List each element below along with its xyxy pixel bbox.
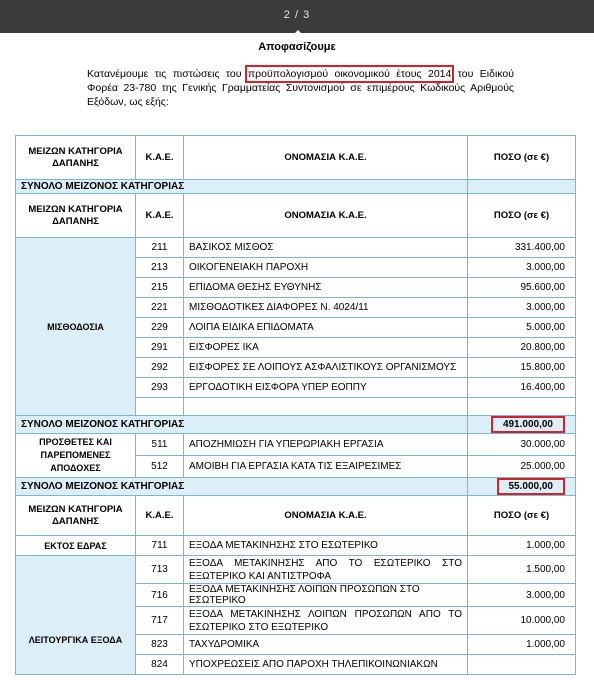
table-row bbox=[16, 536, 576, 556]
kae-code: 293 bbox=[136, 378, 184, 398]
category-travel: ΕΚΤΟΣ ΕΔΡΑΣ bbox=[16, 536, 136, 556]
kae-code: 823 bbox=[136, 635, 184, 655]
kae-amount: 95.600,00 bbox=[468, 278, 576, 298]
page-indicator: 2 / 3 bbox=[283, 9, 311, 21]
header-category: ΜΕΙΖΩΝ ΚΑΤΗΓΟΡΙΑ ΔΑΠΑΝΗΣ bbox=[16, 136, 136, 180]
kae-name: ΕΠΙΔΟΜΑ ΘΕΣΗΣ ΕΥΘΥΝΗΣ bbox=[184, 278, 468, 298]
kae-code: 213 bbox=[136, 258, 184, 278]
kae-amount: 3.000,00 bbox=[468, 298, 576, 318]
category-additional-pay: ΠΡΟΣΘΕΤΕΣ ΚΑΙ ΠΑΡΕΠΟΜΕΝΕΣ ΑΠΟΔΟΧΕΣ bbox=[16, 434, 136, 478]
kae-amount: 3.000,00 bbox=[468, 258, 576, 278]
kae-code: 292 bbox=[136, 358, 184, 378]
kae-name: ΟΙΚΟΓΕΝΕΙΑΚΗ ΠΑΡΟΧΗ bbox=[184, 258, 468, 278]
kae-name: ΛΟΙΠΑ ΕΙΔΙΚΑ ΕΠΙΔΟΜΑΤΑ bbox=[184, 318, 468, 338]
total-amount-cell bbox=[468, 416, 576, 434]
kae-name: ΕΙΣΦΟΡΕΣ ΙΚΑ bbox=[184, 338, 468, 358]
kae-name: ΕΞΟΔΑ ΜΕΤΑΚΙΝΗΣΗΣ ΑΠΟ ΤΟ ΕΣΩΤΕΡΙΚΟ ΣΤΟ ΕΞΩΤΕΡΙΚΟ ΚΑΙ ΑΝΤΙΣΤΡΟΦΑ bbox=[184, 556, 468, 584]
header-amount: ΠΟΣΟ (σε €) bbox=[468, 194, 576, 238]
total-label: ΣΥΝΟΛΟ ΜΕΙΖΟΝΟΣ ΚΑΤΗΓΟΡΙΑΣ bbox=[16, 180, 468, 194]
empty-cell bbox=[468, 398, 576, 416]
kae-code: 221 bbox=[136, 298, 184, 318]
kae-amount: 5.000,00 bbox=[468, 318, 576, 338]
kae-name: ΑΠΟΖΗΜΙΩΣΗ ΓΙΑ ΥΠΕΡΩΡΙΑΚΗ ΕΡΓΑΣΙΑ bbox=[184, 434, 468, 456]
category-operating bbox=[16, 556, 136, 675]
kae-code: 511 bbox=[136, 434, 184, 456]
table-row bbox=[16, 434, 576, 456]
total-amount bbox=[468, 180, 576, 194]
total-amount-payroll: 491.000,00 bbox=[491, 416, 565, 433]
kae-code: 717 bbox=[136, 607, 184, 635]
kae-amount: 25.000,00 bbox=[468, 456, 576, 478]
table-header-row bbox=[16, 136, 576, 180]
kae-code: 291 bbox=[136, 338, 184, 358]
header-code: Κ.Α.Ε. bbox=[136, 194, 184, 238]
kae-name: ΕΞΟΔΑ ΜΕΤΑΚΙΝΗΣΗΣ ΛΟΙΠΩΝ ΠΡΟΣΩΠΩΝ ΑΠΟ ΤΟ ΕΣΩΤΕΡΙΚΟ ΣΤΟ ΕΞΩΤΕΡΙΚΟ bbox=[184, 607, 468, 635]
kae-name: ΕΞΟΔΑ ΜΕΤΑΚΙΝΗΣΗΣ ΣΤΟ ΕΣΩΤΕΡΙΚΟ bbox=[184, 536, 468, 556]
empty-cell bbox=[184, 398, 468, 416]
total-amount-additional: 55.000,00 bbox=[497, 478, 566, 495]
kae-amount bbox=[468, 655, 576, 675]
kae-name: ΜΙΣΘΟΔΟΤΙΚΕΣ ΔΙΑΦΟΡΕΣ Ν. 4024/11 bbox=[184, 298, 468, 318]
kae-name: ΕΙΣΦΟΡΕΣ ΣΕ ΛΟΙΠΟΥΣ ΑΣΦΑΛΙΣΤΙΚΟΥΣ ΟΡΓΑΝΙΣΜΟΥΣ bbox=[184, 358, 468, 378]
kae-name: ΕΡΓΟΔΟΤΙΚΗ ΕΙΣΦΟΡΑ ΥΠΕΡ ΕΟΠΠΥ bbox=[184, 378, 468, 398]
highlighted-budget-year: προϋπολογισμού οικονομικού έτους 2014 bbox=[247, 68, 452, 80]
kae-code: 716 bbox=[136, 584, 184, 607]
total-row bbox=[16, 416, 576, 434]
kae-amount: 1.000,00 bbox=[468, 635, 576, 655]
table-header-row bbox=[16, 496, 576, 536]
category-payroll: ΜΙΣΘΟΔΟΣΙΑ bbox=[16, 238, 136, 416]
header-category: ΜΕΙΖΩΝ ΚΑΤΗΓΟΡΙΑ ΔΑΠΑΝΗΣ bbox=[16, 194, 136, 238]
header-name: ΟΝΟΜΑΣΙΑ Κ.Α.Ε. bbox=[184, 194, 468, 238]
total-row bbox=[16, 180, 576, 194]
total-label: ΣΥΝΟΛΟ ΜΕΙΖΟΝΟΣ ΚΑΤΗΓΟΡΙΑΣ bbox=[16, 478, 468, 496]
header-amount: ΠΟΣΟ (σε €) bbox=[468, 496, 576, 536]
intro-text-start: Κατανέμουμε τις πιστώσεις του bbox=[87, 68, 248, 80]
kae-code: 215 bbox=[136, 278, 184, 298]
kae-amount: 16.400,00 bbox=[468, 378, 576, 398]
kae-code: 229 bbox=[136, 318, 184, 338]
header-amount: ΠΟΣΟ (σε €) bbox=[468, 136, 576, 180]
header-code: Κ.Α.Ε. bbox=[136, 496, 184, 536]
collapse-toolbar-icon[interactable] bbox=[293, 30, 303, 35]
kae-amount: 1.000,00 bbox=[468, 536, 576, 556]
kae-code: 711 bbox=[136, 536, 184, 556]
kae-name: ΕΞΟΔΑ ΜΕΤΑΚΙΝΗΣΗΣ ΛΟΙΠΩΝ ΠΡΟΣΩΠΩΝ ΣΤΟ ΕΣΩΤΕΡΙΚΟ bbox=[184, 584, 468, 607]
kae-amount: 331.400,00 bbox=[468, 238, 576, 258]
kae-amount: 15.800,00 bbox=[468, 358, 576, 378]
kae-amount: 1.500,00 bbox=[468, 556, 576, 584]
total-row bbox=[16, 478, 576, 496]
document-title: Αποφασίζουμε bbox=[258, 41, 336, 53]
total-label: ΣΥΝΟΛΟ ΜΕΙΖΟΝΟΣ ΚΑΤΗΓΟΡΙΑΣ bbox=[16, 416, 468, 434]
kae-name: ΒΑΣΙΚΟΣ ΜΙΣΘΟΣ bbox=[184, 238, 468, 258]
kae-amount: 20.800,00 bbox=[468, 338, 576, 358]
total-amount-cell bbox=[468, 478, 576, 496]
kae-amount: 30.000,00 bbox=[468, 434, 576, 456]
kae-name: ΑΜΟΙΒΗ ΓΙΑ ΕΡΓΑΣΙΑ ΚΑΤΑ ΤΙΣ ΕΞΑΙΡΕΣΙΜΕΣ bbox=[184, 456, 468, 478]
kae-code: 211 bbox=[136, 238, 184, 258]
kae-amount: 10.000,00 bbox=[468, 607, 576, 635]
kae-name: ΥΠΟΧΡΕΩΣΕΙΣ ΑΠΟ ΠΑΡΟΧΗ ΤΗΛΕΠΙΚΟΙΝΩΝΙΑΚΩΝ bbox=[184, 655, 468, 675]
table-row bbox=[16, 556, 576, 584]
kae-code: 713 bbox=[136, 556, 184, 584]
kae-code: 512 bbox=[136, 456, 184, 478]
header-name: ΟΝΟΜΑΣΙΑ Κ.Α.Ε. bbox=[184, 496, 468, 536]
kae-name: ΤΑΧΥΔΡΟΜΙΚΑ bbox=[184, 635, 468, 655]
kae-code: 824 bbox=[136, 655, 184, 675]
header-code: Κ.Α.Ε. bbox=[136, 136, 184, 180]
category-operating-label: ΛΕΙΤΟΥΡΓΙΚΑ ΕΞΟΔΑ bbox=[28, 635, 123, 645]
kae-amount: 3.000,00 bbox=[468, 584, 576, 607]
header-name: ΟΝΟΜΑΣΙΑ Κ.Α.Ε. bbox=[184, 136, 468, 180]
table-row bbox=[16, 238, 576, 258]
budget-table bbox=[15, 135, 576, 675]
header-category: ΜΕΙΖΩΝ ΚΑΤΗΓΟΡΙΑ ΔΑΠΑΝΗΣ bbox=[16, 496, 136, 536]
intro-paragraph bbox=[87, 67, 514, 109]
intro-text-end: του Ειδικού Φορέα 23-780 της Γενικής Γραμματείας Συντονισμού σε επιμέρους Κωδικούς Αριθμούς Εξόδων, ως εξής: bbox=[87, 68, 514, 108]
table-header-row bbox=[16, 194, 576, 238]
empty-cell bbox=[136, 398, 184, 416]
